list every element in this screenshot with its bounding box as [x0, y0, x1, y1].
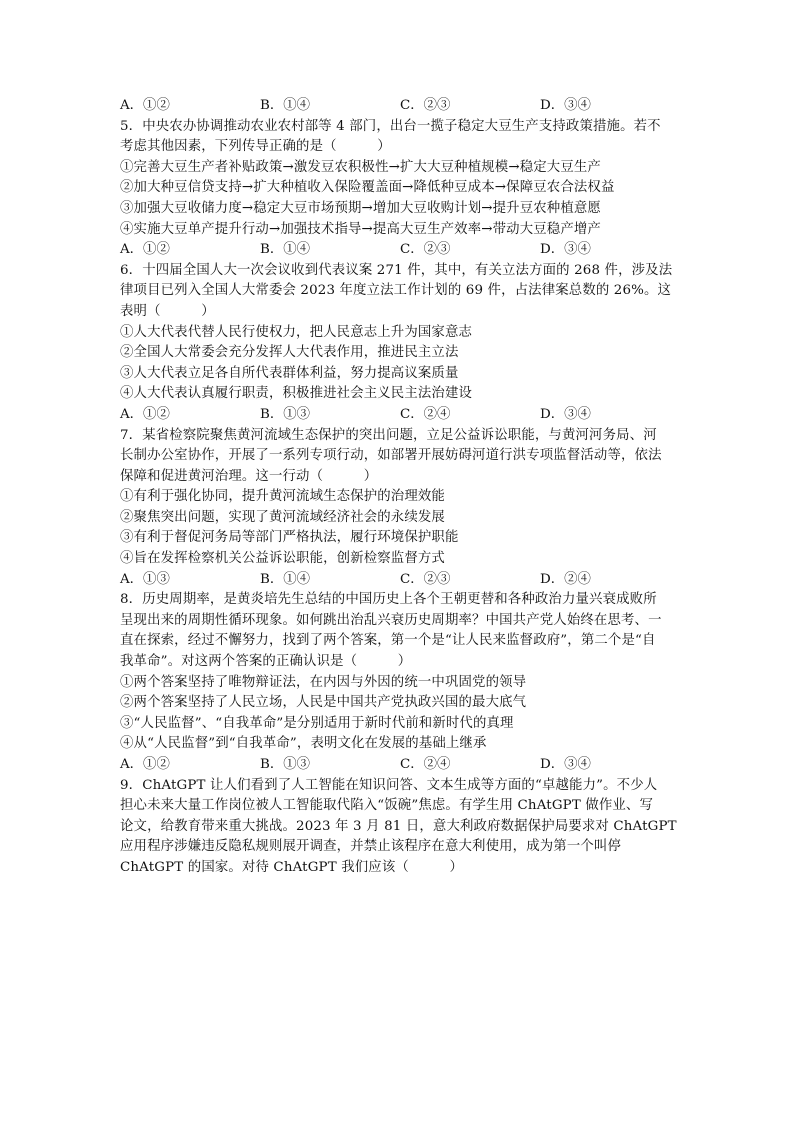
question-stem-line: 5．中央农办协调推动农业农村部等 4 部门，出台一揽子稳定大豆生产支持政策措施。若不 — [120, 118, 661, 134]
question-stem-line: 直在探索，经过不懈努力，找到了两个答案，第一个是“让人民来监督政府”，第二个是“自 — [120, 633, 656, 649]
option-c: C．②③ — [400, 98, 451, 113]
choice-item: ①有利于强化协同，提升黄河流域生态保护的治理效能 — [120, 489, 445, 505]
choice-item: ④从“人民监督”到“自我革命”，表明文化在发展的基础上继承 — [120, 736, 487, 752]
option-b: B．①④ — [260, 242, 311, 258]
option-d: D．③④ — [540, 757, 591, 772]
choice-item: ③有利于督促河务局等部门严格执法，履行环境保护职能 — [120, 530, 459, 546]
option-b: B．①④ — [260, 571, 311, 587]
question-stem-line: 担心未来大量工作岗位被人工智能取代陷入“饭碗”焦虑。有学生用 ChAtGPT 做作业、写 — [120, 798, 654, 814]
option-c: C．②④ — [400, 757, 451, 772]
option-b: B．①③ — [260, 757, 311, 772]
question-stem-line: 论文，给教育带来重大挑战。2023 年 3 月 81 日，意大利政府数据保护局要求对 ChAtGPT — [120, 818, 677, 834]
option-a: A．①② — [120, 757, 170, 772]
option-d: D．③④ — [540, 242, 591, 258]
question-stem-line: 我革命”。对这两个答案的正确认识是（ ） — [120, 654, 412, 670]
question-stem-line: 长制办公室协作，开展了一系列专项行动，如部署开展妨碍河道行洪专项监督活动等，依法 — [120, 448, 662, 464]
choice-item: ①完善大豆生产者补贴政策→激发豆农积极性→扩大大豆种植规模→稳定大豆生产 — [120, 159, 601, 175]
choice-item: ③“人民监督”、“自我革命”是分别适用于新时代前和新时代的真理 — [120, 715, 514, 731]
option-b: B．①④ — [260, 98, 311, 113]
choice-item: ④人大代表认真履行职责，积极推进社会主义民主法治建设 — [120, 386, 473, 402]
option-c: C．②③ — [400, 242, 451, 258]
question-stem-line: 6．十四届全国人大一次会议收到代表议案 271 件，其中，有关立法方面的 268 件，涉及法 — [120, 262, 673, 278]
choice-item: ④实施大豆单产提升行动→加强技术指导→提高大豆生产效率→带动大豆稳产增产 — [120, 221, 601, 237]
option-b: B．①③ — [260, 406, 311, 422]
question-stem-line: 表明（ ） — [120, 303, 215, 319]
question-options — [120, 570, 680, 591]
question-stem-line: 9．ChAtGPT 让人们看到了人工智能在知识问答、文本生成等方面的“卓越能力”。不少人 — [120, 777, 658, 793]
question-stem-line: 考虑其他因素，下列传导正确的是（ ） — [120, 139, 391, 155]
question-5 — [120, 117, 680, 261]
question-stem-line: 8．历史周期率，是黄炎培先生总结的中国历史上各个王朝更替和各种政治力量兴衰成败所 — [120, 592, 657, 608]
choice-item: ②两个答案坚持了人民立场，人民是中国共产党执政兴国的最大底气 — [120, 695, 527, 711]
question-6 — [120, 261, 680, 426]
question-options — [120, 405, 680, 426]
question-9 — [120, 776, 680, 879]
question-stem-line: 应用程序涉嫌违反隐私规则展开调查，并禁止该程序在意大利使用，成为第一个叫停 — [120, 839, 622, 855]
q4-options — [120, 96, 680, 117]
choice-item: ③加强大豆收储力度→稳定大豆市场预期→增加大豆收购计划→提升豆农种植意愿 — [120, 200, 601, 216]
option-a: A．①② — [120, 98, 170, 113]
choice-item: ②全国人大常委会充分发挥人大代表作用，推进民主立法 — [120, 345, 459, 361]
exam-page — [120, 96, 680, 879]
option-d: D．③④ — [540, 98, 591, 113]
option-a: A．①② — [120, 242, 170, 258]
choice-item: ②聚焦突出问题，实现了黄河流域经济社会的永续发展 — [120, 509, 445, 525]
option-d: D．②④ — [540, 571, 591, 587]
option-d: D．③④ — [540, 406, 591, 422]
option-a: A．①③ — [120, 571, 170, 587]
option-c: C．②③ — [400, 571, 451, 587]
option-a: A．①② — [120, 406, 170, 422]
choice-item: ①人大代表代替人民行使权力，把人民意志上升为国家意志 — [120, 324, 473, 340]
question-stem-line: 7．某省检察院聚焦黄河流域生态保护的突出问题，立足公益诉讼职能，与黄河河务局、河 — [120, 427, 657, 443]
choice-item: ③人大代表立足各自所代表群体利益，努力提高议案质量 — [120, 365, 459, 381]
choice-item: ④旨在发挥检察机关公益诉讼职能，创新检察监督方式 — [120, 551, 445, 567]
question-8 — [120, 590, 680, 775]
question-stem-line: 律项目已列入全国人大常委会 2023 年度立法工作计划的 69 件，占法律案总数的 26%。这 — [120, 283, 672, 299]
question-stem-line: 呈现出来的周期性循环现象。如何跳出治乱兴衰历史周期率？中国共产党人始终在思考、一 — [120, 612, 662, 628]
choice-item: ②加大种豆信贷支持→扩大种植收入保险覆盖面→降低种豆成本→保障豆农合法权益 — [120, 180, 615, 196]
question-7 — [120, 426, 680, 591]
question-options — [120, 240, 680, 261]
choice-item: ①两个答案坚持了唯物辩证法，在内因与外因的统一中巩固党的领导 — [120, 674, 527, 690]
option-c: C．②④ — [400, 406, 451, 422]
question-stem-line: ChAtGPT 的国家。对待 ChAtGPT 我们应该（ ） — [120, 859, 464, 875]
question-stem-line: 保障和促进黄河治理。这一行动（ ） — [120, 468, 378, 484]
question-options — [120, 755, 680, 776]
